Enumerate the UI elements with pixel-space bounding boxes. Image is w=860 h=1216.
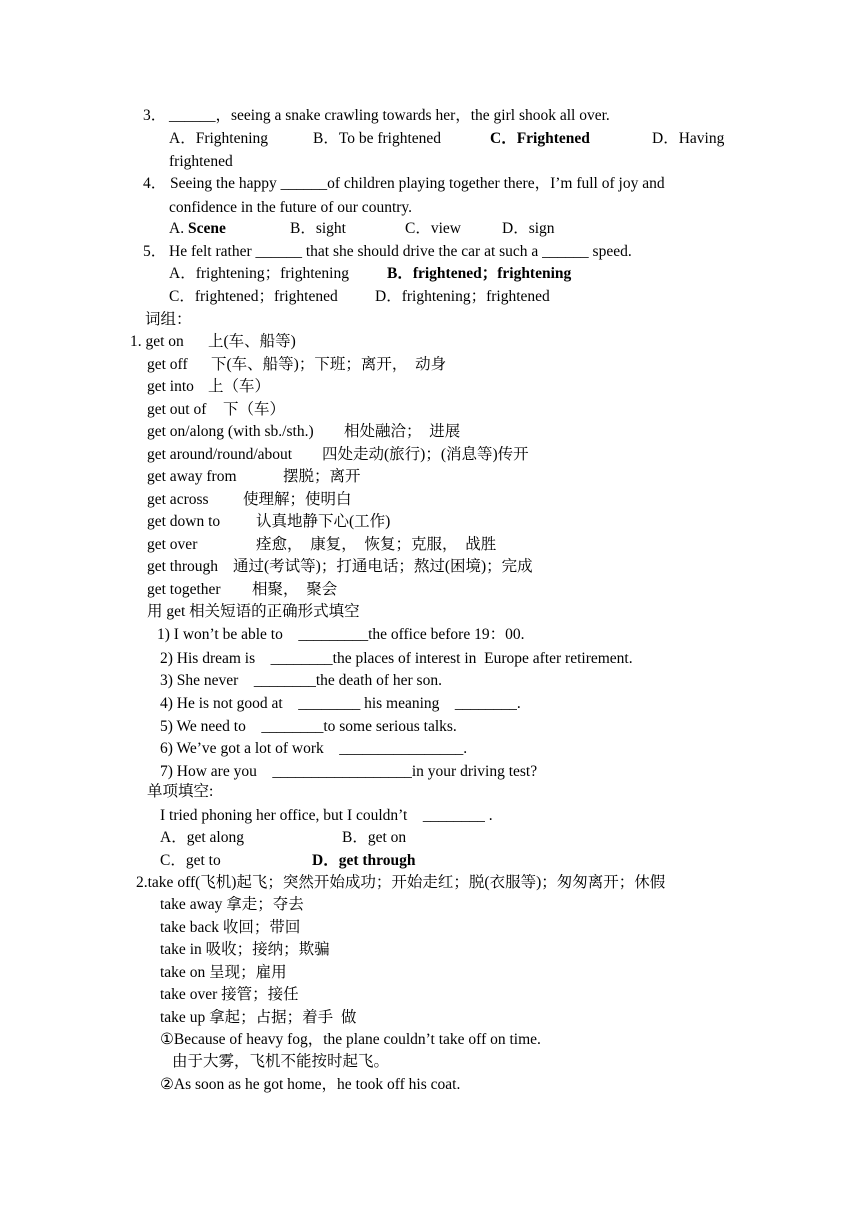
phrase-zh: 通过(考试等)；打通电话；熬过(困境)；完成: [233, 558, 533, 575]
mc3-option-d-cont: frightened: [169, 153, 233, 170]
phrase-en: 1. get on: [130, 333, 184, 350]
phrase-zh: 四处走动(旅行)；(消息等)传开: [322, 446, 529, 463]
phrase-en: get away from: [147, 468, 237, 485]
mc4-option-d: D．sign: [502, 220, 555, 237]
mc3-option-d: D．Having: [652, 130, 725, 147]
mc3-option-c: C．Frightened: [490, 130, 590, 147]
mc5-option-d: D．frightening；frightened: [375, 288, 550, 305]
fill-item: 4) He is not good at ________ his meaning ________.: [160, 695, 521, 712]
fill-item: 7) How are you __________________in your driving test?: [160, 763, 538, 780]
phrases-heading: 词组：: [145, 311, 192, 328]
take-phrase: take up 拿起；占据；着手 做: [160, 1009, 357, 1026]
phrase-zh: 摆脱；离开: [283, 468, 361, 485]
phrase-zh: 认真地静下心(工作): [256, 513, 391, 530]
phrase-en: get over: [147, 536, 198, 553]
mc3-number: 3．: [143, 107, 167, 124]
mc4-number: 4．: [143, 175, 167, 192]
mc4-stem: Seeing the happy ______of children playing together there，I’m full of joy and: [170, 175, 665, 192]
take-phrase: take in 吸收；接纳；欺骗: [160, 941, 330, 958]
single-option-d: D．get through: [312, 852, 416, 869]
phrase-zh: 相处融洽； 进展: [344, 423, 461, 440]
phrase-zh: 痊愈， 康复， 恢复；克服， 战胜: [256, 536, 497, 553]
mc5-option-c: C．frightened；frightened: [169, 288, 338, 305]
fill-item: 1) I won’t be able to _________the office before 19：00.: [157, 626, 525, 643]
take-phrase: take back 收回；带回: [160, 919, 301, 936]
single-stem: I tried phoning her office, but I couldn’t ________ .: [160, 807, 493, 824]
phrase-zh: 上（车）: [208, 378, 271, 395]
take-phrase: take away 拿走；夺去: [160, 896, 304, 913]
example-translation: 由于大雾，飞机不能按时起飞。: [172, 1053, 390, 1070]
phrase-en: get on/along (with sb./sth.): [147, 423, 314, 440]
phrase-zh: 下（车）: [223, 401, 286, 418]
example-sentence: ②As soon as he got home，he took off his coat.: [160, 1076, 461, 1093]
phrase-en: get across: [147, 491, 209, 508]
mc5-option-b: B．frightened；frightening: [387, 265, 572, 282]
phrase-zh: 上(车、船等): [208, 333, 296, 350]
take-phrase: 2.take off(飞机)起飞；突然开始成功；开始走红；脱(衣服等)；匆匆离开；休假: [136, 874, 666, 891]
fill-item: 6) We’ve got a lot of work ________________.: [160, 740, 468, 757]
mc5-option-a: A．frightening；frightening: [169, 265, 349, 282]
phrase-en: get through: [147, 558, 219, 575]
phrase-zh: 相聚， 聚会: [252, 581, 338, 598]
example-sentence: ①Because of heavy fog，the plane couldn’t take off on time.: [160, 1031, 541, 1048]
phrase-en: get around/round/about: [147, 446, 293, 463]
fill-heading: 用 get 相关短语的正确形式填空: [147, 603, 360, 620]
mc3-option-a: A．Frightening: [169, 130, 269, 147]
mc5-number: 5．: [143, 243, 167, 260]
single-option-b: B．get on: [342, 829, 407, 846]
phrase-zh: 下(车、船等)；下班；离开， 动身: [211, 356, 447, 373]
single-heading: 单项填空:: [147, 783, 214, 800]
mc5-stem: He felt rather ______ that she should drive the car at such a ______ speed.: [169, 243, 632, 260]
fill-item: 5) We need to ________to some serious talks.: [160, 718, 457, 735]
phrase-en: get together: [147, 581, 221, 598]
mc4-option-a: A. Scene: [169, 220, 226, 237]
mc4-option-b: B．sight: [290, 220, 346, 237]
mc4-option-c: C．view: [405, 220, 461, 237]
phrase-en: get out of: [147, 401, 207, 418]
mc4-stem-cont: confidence in the future of our country.: [169, 199, 413, 216]
phrase-en: get into: [147, 378, 194, 395]
phrase-en: get down to: [147, 513, 221, 530]
take-phrase: take over 接管；接任: [160, 986, 299, 1003]
fill-item: 2) His dream is ________the places of interest in Europe after retirement.: [160, 650, 633, 667]
take-phrase: take on 呈现；雇用: [160, 964, 287, 981]
phrase-en: get off: [147, 356, 188, 373]
phrase-zh: 使理解；使明白: [243, 491, 352, 508]
mc3-option-b: B．To be frightened: [313, 130, 442, 147]
fill-item: 3) She never ________the death of her son.: [160, 672, 442, 689]
single-option-c: C．get to: [160, 852, 221, 869]
single-option-a: A．get along: [160, 829, 244, 846]
mc3-stem: ______，seeing a snake crawling towards her，the girl shook all over.: [169, 107, 610, 124]
